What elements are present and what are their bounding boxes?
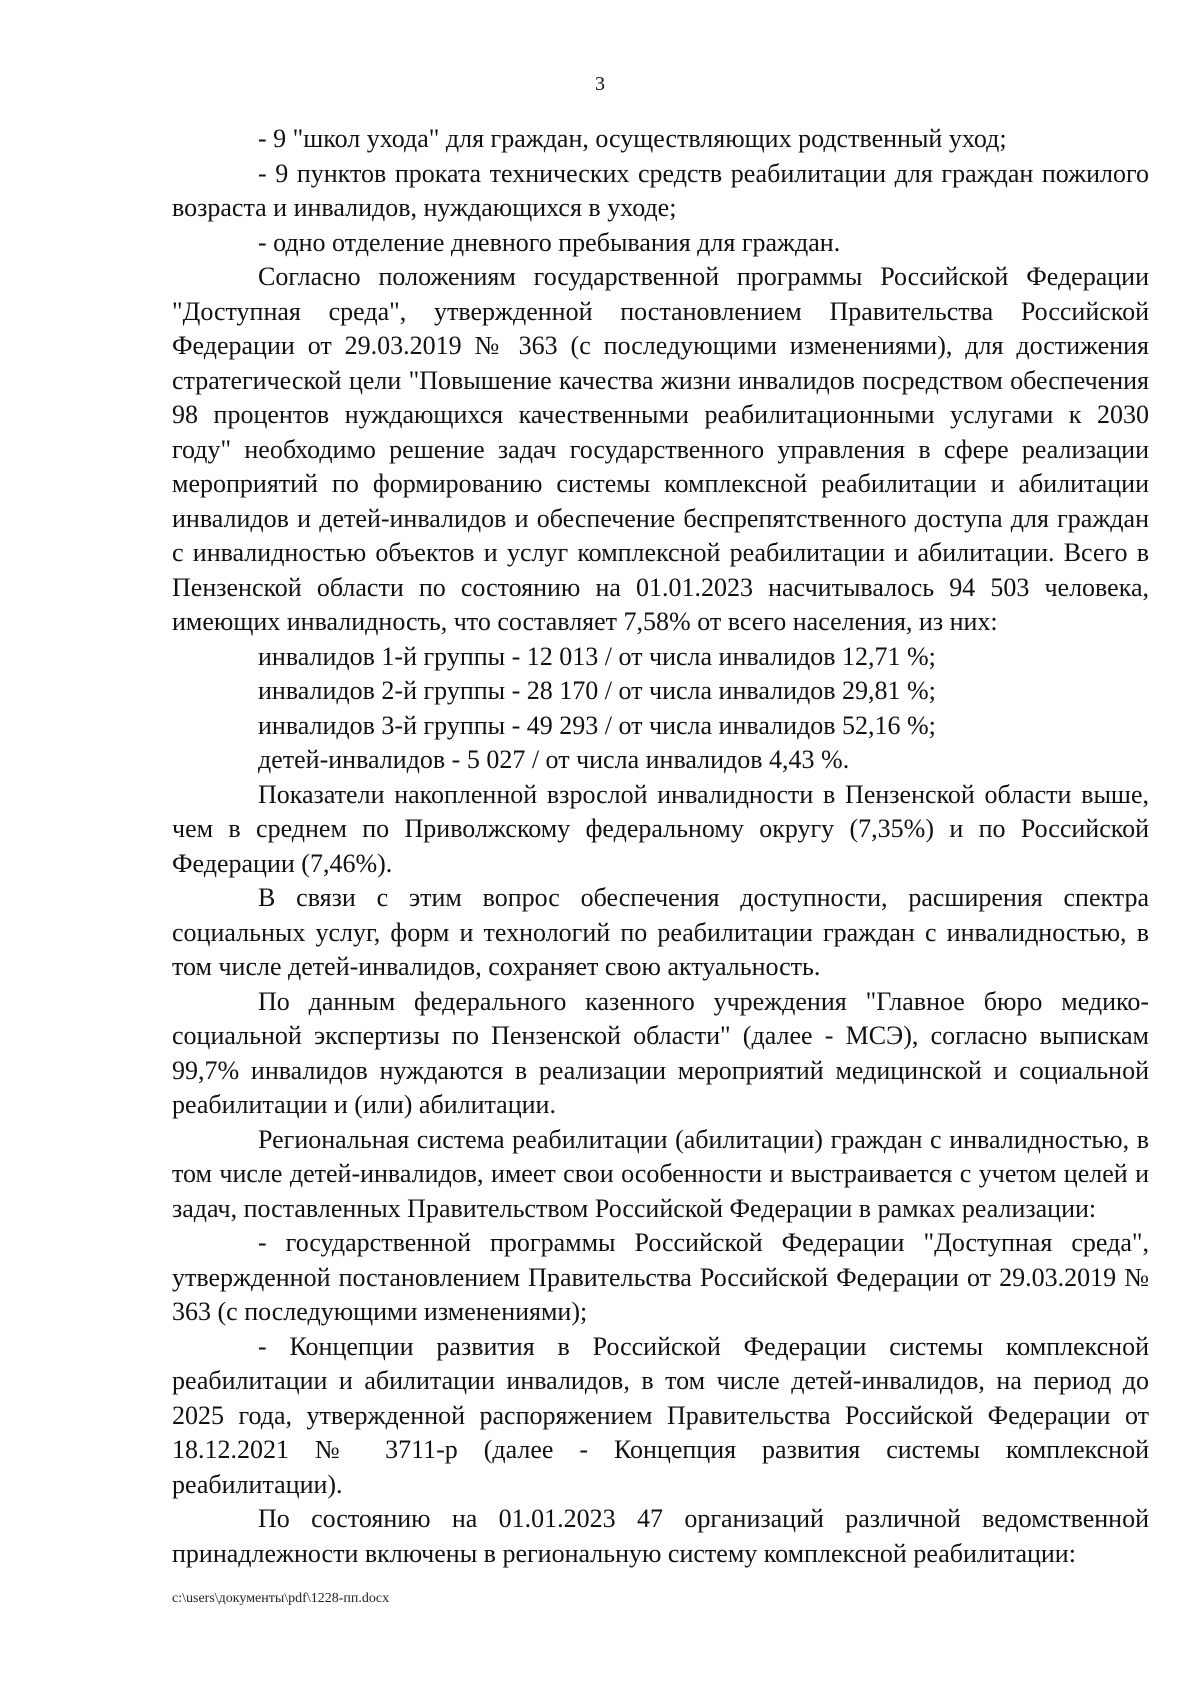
paragraph-relevance: В связи с этим вопрос обеспечения доступности, расширения спектра социальных услуг, форм и технологий по реабилитации граждан с инвалидностью, в том числе детей-инвалидов, сохраняет свою актуальность.: [172, 883, 1149, 981]
paragraph-indicators: Показатели накопленной взрослой инвалидности в Пензенской области выше, чем в среднем по Приволжскому федеральному округу (7,35%) и по Российской Федерации (7,46%).: [172, 779, 1149, 878]
paragraph-state-program: Согласно положениям государственной программы Российской Федерации "Доступная среда", утвержденной постановлением Правительства Российской Федерации от 29.03.2019 № 363 (с последующими изменениями), для достижения стратегической цели "Повышение качества жизни инвалидов посредством обеспечения 98 процентов нуждающихся качественными реабилитационными услугами к 2030 году" необходимо решение задач государственного управления в сфере реализации мероприятий по формированию системы комплексной реабилитации и абилитации инвалидов и детей-инвалидов и обеспечение беспрепятственного доступа для граждан с инвалидностью объектов и услуг комплексной реабилитации и абилитации. Всего в Пензенской области по состоянию на 01.01.2023 насчитывалось 94 503 человека, имеющих инвалидность, что составляет 7,58% от всего населения, из них:: [172, 262, 1149, 636]
footer-file-path: c:\users\документы\pdf\1228-пп.docx: [172, 1591, 390, 1606]
paragraph-day-department: - одно отделение дневного пребывания для граждан.: [258, 227, 841, 257]
paragraph-organizations: По состоянию на 01.01.2023 47 организаций различной ведомственной принадлежности включены в региональную систему комплексной реабилитации:: [172, 1504, 1149, 1568]
paragraph-rental-points: - 9 пунктов проката технических средств реабилитации для граждан пожилого возраста и инвалидов, нуждающихся в уходе;: [172, 158, 1149, 222]
document-body: [172, 122, 1149, 1571]
page-number: 3: [595, 73, 605, 95]
paragraph-mse-data: По данным федерального казенного учреждения "Главное бюро медико-социальной экспертизы по Пензенской области" (далее - МСЭ), согласно выпискам 99,7% инвалидов нуждаются в реализации мероприятий медицинской и социальной реабилитации и (или) абилитации.: [172, 986, 1149, 1119]
list-item-group-2: инвалидов 2-й группы - 28 170 / от числа инвалидов 29,81 %;: [258, 676, 936, 705]
list-item-children: детей-инвалидов - 5 027 / от числа инвалидов 4,43 %.: [258, 745, 850, 774]
paragraph-regional-system: Региональная система реабилитации (абилитации) граждан с инвалидностью, в том числе детей-инвалидов, имеет свои особенности и выстраивается с учетом целей и задач, поставленных Правительством Российской Федерации в рамках реализации:: [172, 1124, 1149, 1223]
paragraph-concept-item: - Концепции развития в Российской Федерации системы комплексной реабилитации и абилитации инвалидов, в том числе детей-инвалидов, на период до 2025 года, утвержденной распоряжением Правительства Российской Федерации от 18.12.2021 № 3711-р (далее - Концепция развития системы комплексной реабилитации).: [172, 1331, 1149, 1499]
paragraph-program-item: - государственной программы Российской Федерации "Доступная среда", утвержденной постановлением Правительства Российской Федерации от 29.03.2019 № 363 (с последующими изменениями);: [172, 1228, 1149, 1326]
list-item-group-3: инвалидов 3-й группы - 49 293 / от числа инвалидов 52,16 %;: [258, 710, 936, 740]
paragraph-care-schools: - 9 "школ ухода" для граждан, осуществляющих родственный уход;: [258, 124, 1007, 153]
list-item-group-1: инвалидов 1-й группы - 12 013 / от числа инвалидов 12,71 %;: [258, 641, 936, 671]
